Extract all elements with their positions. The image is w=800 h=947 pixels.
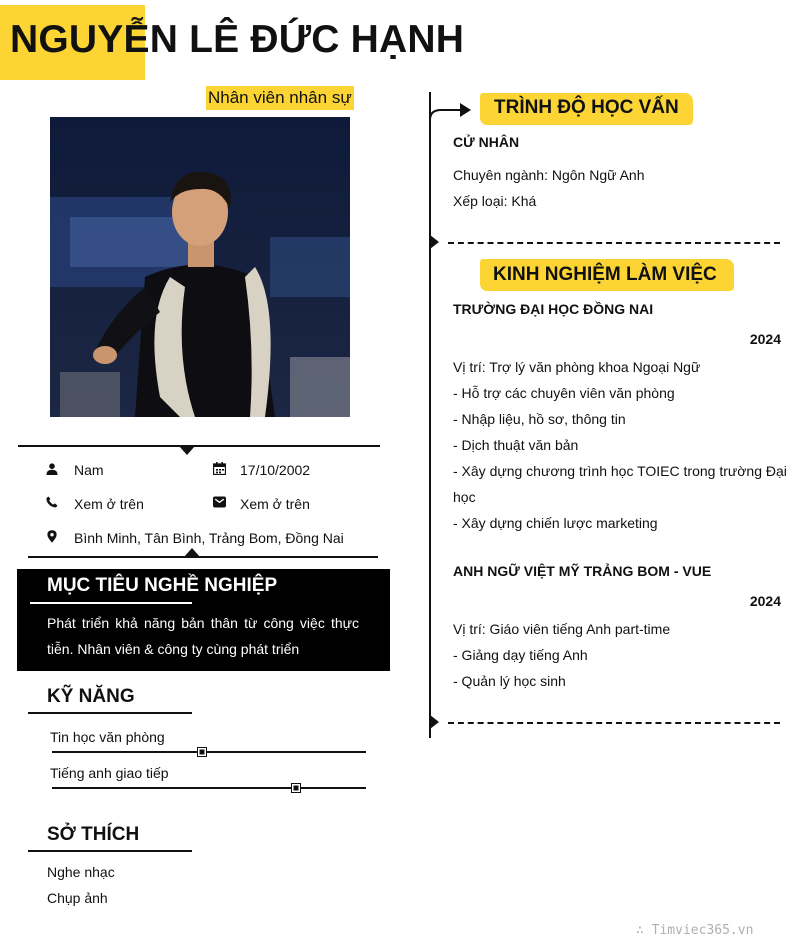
skill-bar-track — [52, 787, 366, 789]
job-detail: - Xây dựng chiến lược marketing — [453, 515, 658, 531]
gender-value: Nam — [74, 462, 104, 478]
education-grade: Xếp loại: Khá — [453, 193, 537, 209]
job-detail: học — [453, 489, 476, 505]
hobby-item: Nghe nhạc — [47, 864, 115, 880]
email-icon — [212, 495, 226, 509]
info-top-marker — [179, 446, 195, 455]
job-detail: - Xây dựng chương trình học TOIEC trong trường Đại — [453, 463, 787, 479]
calendar-icon — [212, 461, 226, 475]
section-divider-marker — [430, 235, 439, 249]
job-company: ANH NGỮ VIỆT MỸ TRẢNG BOM - VUE — [453, 563, 712, 579]
section-divider — [448, 242, 780, 244]
job-detail: - Giảng dạy tiếng Anh — [453, 647, 588, 663]
job-year: 2024 — [749, 593, 781, 609]
education-major: Chuyên ngành: Ngôn Ngữ Anh — [453, 167, 645, 183]
address-value: Bình Minh, Tân Bình, Trảng Bom, Đồng Nai — [74, 530, 344, 546]
phone-icon — [45, 495, 59, 509]
user-icon — [45, 462, 59, 476]
job-detail: - Hỗ trợ các chuyên viên văn phòng — [453, 385, 675, 401]
candidate-name: NGUYỄN LÊ ĐỨC HẠNH — [10, 18, 465, 61]
timeline-arrow-icon — [429, 100, 473, 122]
hobbies-title-underline — [28, 850, 192, 852]
job-detail: - Dịch thuật văn bản — [453, 437, 579, 453]
section-divider-marker — [430, 715, 439, 729]
objective-title-underline — [30, 602, 192, 604]
skill-label: Tin học văn phòng — [50, 729, 165, 745]
skills-title: KỸ NĂNG — [47, 686, 135, 707]
profile-photo-illustration — [50, 117, 350, 417]
watermark: ∴ Timviec365.vn — [636, 923, 754, 938]
skill-level-marker — [197, 747, 207, 757]
email-value: Xem ở trên — [240, 496, 310, 512]
timeline-line — [429, 92, 431, 738]
skill-label: Tiếng anh giao tiếp — [50, 765, 169, 781]
job-company: TRƯỜNG ĐẠI HỌC ĐỒNG NAI — [453, 301, 654, 317]
skill-bar-track — [52, 751, 366, 753]
job-detail: Vị trí: Trợ lý văn phòng khoa Ngoại Ngữ — [453, 359, 701, 375]
location-icon — [45, 529, 59, 543]
job-detail: - Quản lý học sinh — [453, 673, 566, 689]
profile-photo — [50, 117, 350, 417]
job-year: 2024 — [749, 331, 781, 347]
info-top-rule — [18, 445, 380, 447]
objective-text: Phát triển khả năng bản thân từ công việc thực tiễn. Nhân viên & công ty cùng phát triển — [47, 615, 359, 657]
job-detail: Vị trí: Giáo viên tiếng Anh part-time — [453, 621, 671, 637]
info-bottom-rule — [28, 556, 378, 558]
birthday-value: 17/10/2002 — [240, 462, 311, 478]
hobby-item: Chụp ảnh — [47, 890, 108, 906]
job-detail: - Nhập liệu, hồ sơ, thông tin — [453, 411, 626, 427]
skill-level-marker — [291, 783, 301, 793]
education-degree: CỬ NHÂN — [453, 134, 520, 150]
phone-value: Xem ở trên — [74, 496, 144, 512]
experience-title: KINH NGHIỆM LÀM VIỆC — [493, 264, 717, 285]
job-title: Nhân viên nhân sự — [206, 86, 354, 110]
objective-title: MỤC TIÊU NGHỀ NGHIỆP — [47, 575, 278, 596]
hobbies-title: SỞ THÍCH — [47, 824, 140, 845]
education-title: TRÌNH ĐỘ HỌC VẤN — [494, 97, 679, 118]
skills-title-underline — [28, 712, 192, 714]
section-divider — [448, 722, 780, 724]
